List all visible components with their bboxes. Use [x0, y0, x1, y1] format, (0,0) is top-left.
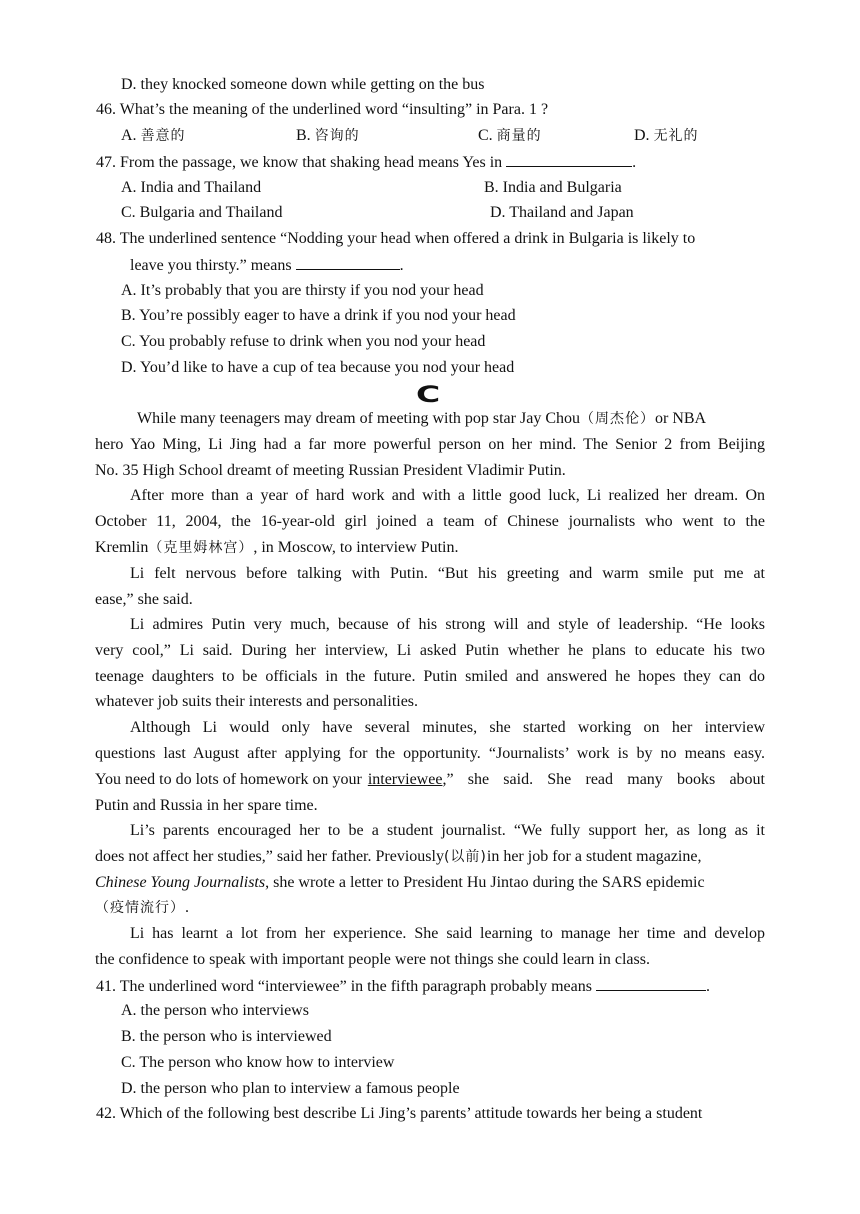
- q46-option-c-letter: C.: [478, 127, 493, 144]
- q41-stem: [96, 976, 710, 997]
- q47-stem: [96, 152, 636, 173]
- q46-option-a-text: 善意的: [140, 128, 186, 144]
- q48-option-c: C. You probably refuse to drink when you nod your head: [121, 333, 486, 350]
- q41-stem-end: .: [705, 978, 710, 995]
- q48-option-b: B. You’re possibly eager to have a drink if you nod your head: [121, 307, 516, 324]
- q48-stem-line1: 48. The underlined sentence “Nodding your head when offered a drink in Bulgaria is likely to: [96, 230, 696, 247]
- q41-option-d: D. the person who plan to interview a famous people: [121, 1080, 460, 1097]
- passage-p5-line2: questions last August after applying for the opportunity. “Journalists’ work is by no means easy.: [95, 745, 765, 762]
- magazine-title: Chinese Young Journalists: [95, 874, 266, 891]
- q46-option-b-text: 咨询的: [314, 128, 360, 144]
- p6-text-cont: , she wrote a letter to President Hu Jintao during the SARS epidemic: [265, 874, 705, 891]
- p1-chinese-gloss: （周杰伦）: [579, 411, 655, 427]
- passage-p5-line1: Although Li would only have several minutes, she started working on her interview: [130, 719, 765, 736]
- interviewee-underlined-word: interviewee: [367, 771, 443, 788]
- answer-blank: [296, 255, 400, 270]
- answer-blank: [506, 152, 632, 167]
- p1-text-end: or NBA: [654, 410, 707, 427]
- passage-p6-line1: Li’s parents encouraged her to be a student journalist. “We fully support her, as long as it: [130, 822, 765, 839]
- p5-text-end: ,” she said. She read many books about: [442, 771, 765, 788]
- q47-option-c: C. Bulgaria and Thailand: [121, 204, 283, 221]
- passage-p1-line3: No. 35 High School dreamt of meeting Russian President Vladimir Putin.: [95, 462, 566, 479]
- passage-p7-line1: Li has learnt a lot from her experience. She said learning to manage her time and develop: [130, 925, 765, 942]
- passage-p2-line1: After more than a year of hard work and with a little good luck, Li realized her dream. On: [130, 487, 765, 504]
- passage-p5-line3: [95, 770, 765, 790]
- passage-p5-line4: Putin and Russia in her spare time.: [95, 797, 318, 814]
- q46-option-d-letter: D.: [634, 127, 650, 144]
- p6-period: .: [185, 899, 189, 916]
- q46-option-d-text: 无礼的: [653, 128, 699, 144]
- q46-stem: 46. What’s the meaning of the underlined word “insulting” in Para. 1 ?: [96, 101, 549, 118]
- p6-text: does not affect her studies,” said her father. Previously: [95, 848, 444, 865]
- passage-p3-line2: ease,” she said.: [95, 591, 193, 608]
- passage-p7-line2: the confidence to speak with important people were not things she could learn in class.: [95, 951, 650, 968]
- p2-chinese-gloss: （克里姆林宫）: [148, 540, 254, 556]
- answer-blank: [596, 976, 706, 991]
- p6-chinese-gloss: (以前): [443, 849, 487, 865]
- p1-text: While many teenagers may dream of meeting with pop star Jay Chou: [137, 410, 580, 427]
- p6-chinese-gloss-2: （疫情流行）: [95, 900, 185, 916]
- q46-option-b: [296, 126, 360, 146]
- section-title: C: [415, 383, 441, 408]
- q46-option-d: [634, 126, 699, 146]
- q46-option-c: [478, 126, 542, 146]
- q46-option-b-letter: B.: [296, 127, 311, 144]
- passage-p4-line1: Li admires Putin very much, because of his strong will and style of leadership. “He looks: [130, 616, 765, 633]
- q41-option-c: C. The person who know how to interview: [121, 1054, 395, 1071]
- passage-p4-line3: teenage daughters to be officials in the future. Putin smiled and answered he hopes they can do: [95, 668, 765, 685]
- p6-text-end: in her job for a student magazine,: [486, 848, 702, 865]
- passage-p4-line4: whatever job suits their interests and personalities.: [95, 693, 419, 710]
- passage-p4-line2: very cool,” Li said. During her interview, Li asked Putin whether he plans to educate his two: [95, 642, 765, 659]
- q47-option-a: A. India and Thailand: [121, 179, 262, 196]
- q48-stem-end: .: [399, 257, 404, 274]
- q41-option-a: A. the person who interviews: [121, 1002, 309, 1019]
- passage-p6-line3: [95, 873, 705, 893]
- p2-text-end: , in Moscow, to interview Putin.: [253, 539, 459, 556]
- p2-text: Kremlin: [95, 539, 149, 556]
- q46-option-a-letter: A.: [121, 127, 137, 144]
- p5-text: You need to do lots of homework on your: [95, 771, 362, 788]
- q45-option-d: D. they knocked someone down while getting on the bus: [121, 76, 485, 93]
- passage-p6-line4: [95, 898, 189, 918]
- q48-option-d: D. You’d like to have a cup of tea because you nod your head: [121, 359, 515, 376]
- q47-option-d: D. Thailand and Japan: [490, 204, 634, 221]
- q46-option-c-text: 商量的: [496, 128, 542, 144]
- q46-option-a: [121, 126, 186, 146]
- q42-stem: 42. Which of the following best describe Li Jing’s parents’ attitude towards her being a student: [96, 1105, 703, 1122]
- passage-p2-line2: October 11, 2004, the 16-year-old girl joined a team of Chinese journalists who went to the: [95, 513, 765, 530]
- q47-stem-text: 47. From the passage, we know that shaking head means Yes in: [96, 154, 503, 171]
- q47-stem-end: .: [632, 154, 637, 171]
- q41-stem-text: 41. The underlined word “interviewee” in the fifth paragraph probably means: [96, 978, 592, 995]
- passage-p2-line3: [95, 538, 459, 558]
- q41-option-b: B. the person who is interviewed: [121, 1028, 332, 1045]
- passage-p1-line1: [137, 409, 706, 429]
- q48-option-a: A. It’s probably that you are thirsty if you nod your head: [121, 282, 484, 299]
- passage-p6-line2: [95, 847, 701, 867]
- q48-stem-line2-text: leave you thirsty.” means: [130, 257, 292, 274]
- passage-p1-line2: hero Yao Ming, Li Jing had a far more powerful person on her mind. The Senior 2 from Beijing: [95, 436, 765, 453]
- passage-p3-line1: Li felt nervous before talking with Putin. “But his greeting and warm smile put me at: [130, 565, 765, 582]
- q47-option-b: B. India and Bulgaria: [484, 179, 622, 196]
- q48-stem-line2: [130, 255, 404, 276]
